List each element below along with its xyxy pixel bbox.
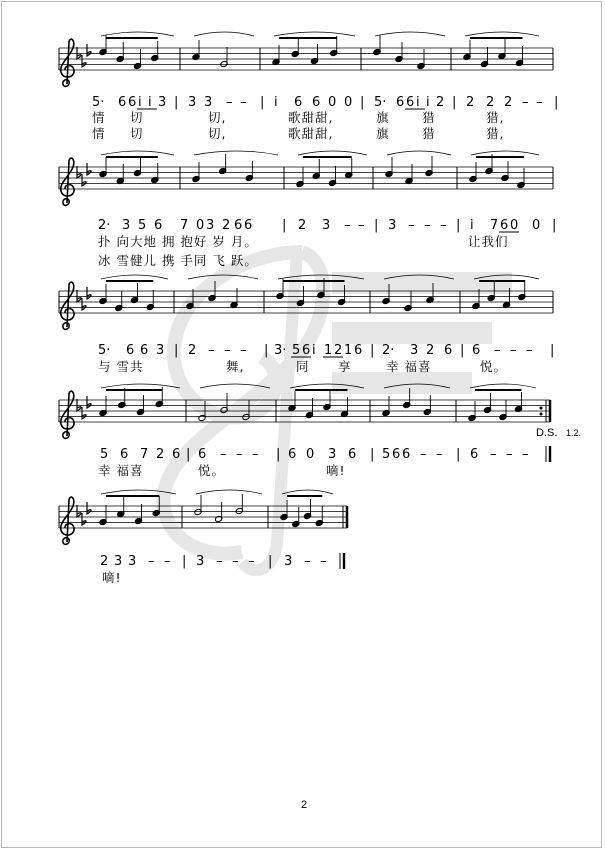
jianpu-barline: | xyxy=(360,95,365,110)
jianpu-note: 3 xyxy=(206,218,215,233)
jianpu-note: 3 xyxy=(388,218,397,233)
jianpu-note: 5· xyxy=(92,95,105,110)
jianpu-note: 0 xyxy=(344,95,353,110)
ds-marking: D.S. xyxy=(536,427,558,439)
jianpu-note: 6 xyxy=(126,343,135,358)
jianpu-note: i xyxy=(470,218,474,233)
jianpu-note: 6 xyxy=(406,95,415,110)
lyric-line xyxy=(98,234,509,249)
flat-sign xyxy=(77,290,81,302)
jianpu-note: – xyxy=(536,95,543,110)
slur xyxy=(470,384,536,388)
jianpu-barline: | xyxy=(370,447,375,462)
jianpu-note: – xyxy=(436,447,443,462)
jianpu-line xyxy=(98,343,554,358)
jianpu-barline: | xyxy=(370,343,375,358)
jianpu-note: 6 xyxy=(348,447,357,462)
jianpu-barline: | xyxy=(174,343,179,358)
jianpu-note: 2 xyxy=(426,343,435,358)
lyric-text: 舞, xyxy=(226,359,245,374)
flat-sign xyxy=(82,55,86,67)
slur xyxy=(101,32,174,36)
flat-sign xyxy=(82,174,86,186)
jianpu-note: 6 xyxy=(396,95,405,110)
jianpu-note: 2 xyxy=(156,447,165,462)
jianpu-note: 3 xyxy=(158,95,167,110)
treble-clef xyxy=(61,282,74,329)
jianpu-note: 0 xyxy=(510,218,519,233)
slur xyxy=(101,275,168,279)
jianpu-note: – xyxy=(164,554,171,569)
lyric-line xyxy=(98,253,258,268)
flat-sign xyxy=(87,502,91,514)
jianpu-note: 7 xyxy=(140,447,149,462)
jianpu-note: 3 xyxy=(410,343,419,358)
lyric-text: 猎 xyxy=(422,126,436,141)
jianpu-note: – xyxy=(344,218,351,233)
jianpu-note: 6 xyxy=(444,343,453,358)
jianpu-note: 2 xyxy=(100,554,109,569)
jianpu-note: 1 xyxy=(344,343,353,358)
jianpu-note: 6 xyxy=(294,95,303,110)
flat-sign xyxy=(87,163,91,175)
jianpu-note: 0 xyxy=(306,447,315,462)
treble-clef xyxy=(61,158,74,205)
lyric-line xyxy=(92,110,504,125)
jianpu-note: – xyxy=(522,447,529,462)
lyric-text: 嘀! xyxy=(102,570,122,585)
jianpu-note: – xyxy=(220,447,227,462)
jianpu-note: 6 xyxy=(470,447,479,462)
jianpu-note: – xyxy=(490,447,497,462)
jianpu-barline: | xyxy=(260,95,265,110)
lyric-text: 切 xyxy=(130,126,144,141)
score-page xyxy=(1,1,602,848)
jianpu-barline: | xyxy=(554,95,559,110)
jianpu-note: 6 xyxy=(402,447,411,462)
jianpu-note: 6 xyxy=(234,218,243,233)
jianpu-note: – xyxy=(240,95,247,110)
slur xyxy=(465,32,539,36)
jianpu-note: 7 xyxy=(180,218,189,233)
lyric-line xyxy=(92,126,504,141)
jianpu-note: 5 xyxy=(138,218,147,233)
jianpu-barline: | xyxy=(550,343,555,358)
jianpu-note: 0 xyxy=(532,218,541,233)
music-score xyxy=(2,2,605,853)
jianpu-note: 3 xyxy=(128,554,137,569)
lyric-text: 歌甜甜, xyxy=(288,110,334,125)
jianpu-note: 6 xyxy=(154,218,163,233)
staff-system xyxy=(59,490,347,544)
lyric-text: 悦。 xyxy=(480,359,508,374)
jianpu-note: 2 xyxy=(222,218,231,233)
jianpu-note: 6 xyxy=(392,447,401,462)
lyric-text: 旗 xyxy=(376,126,390,141)
jianpu-note: i xyxy=(148,95,152,110)
lyric-text: 嘀! xyxy=(326,463,346,478)
slur xyxy=(282,490,333,494)
jianpu-note: 2 xyxy=(298,218,307,233)
jianpu-note: – xyxy=(420,447,427,462)
watermark-bar xyxy=(332,322,492,344)
lyric-text: 旗 xyxy=(376,110,390,125)
jianpu-note: 3· xyxy=(274,343,287,358)
flat-sign xyxy=(82,407,86,419)
lyric-text: 冰 雪健儿 携 手同 飞 跃。 xyxy=(98,253,258,268)
jianpu-note: 6 xyxy=(140,343,149,358)
jianpu-note: – xyxy=(494,343,501,358)
slur xyxy=(194,151,278,155)
jianpu-line xyxy=(98,218,556,233)
jianpu-barline: | xyxy=(174,95,179,110)
jianpu-note: 2 xyxy=(486,95,495,110)
jianpu-note: 3 xyxy=(114,554,123,569)
jianpu-note: 3 xyxy=(204,95,213,110)
jianpu-note: – xyxy=(408,218,415,233)
jianpu-note: 1 xyxy=(324,343,333,358)
jianpu-barline: | xyxy=(460,343,465,358)
jianpu-note: – xyxy=(440,218,447,233)
jianpu-note: 3 xyxy=(122,218,131,233)
jianpu-note: – xyxy=(506,447,513,462)
repeat-dot xyxy=(540,407,543,410)
flat-sign xyxy=(82,298,86,310)
jianpu-note: 3 xyxy=(284,554,293,569)
jianpu-note: i xyxy=(274,95,278,110)
treble-clef xyxy=(61,497,74,544)
jianpu-line xyxy=(92,95,558,110)
jianpu-note: 0 xyxy=(328,95,337,110)
jianpu-note: 6 xyxy=(244,218,253,233)
jianpu-note: 3 xyxy=(188,95,197,110)
lyric-text: 猎, xyxy=(486,126,505,141)
flat-sign xyxy=(77,166,81,178)
jianpu-note: i xyxy=(416,95,420,110)
jianpu-line xyxy=(100,446,550,462)
jianpu-note: 2 xyxy=(188,343,197,358)
lyric-line xyxy=(98,359,507,374)
jianpu-note: i xyxy=(426,95,430,110)
lyric-text: 扑 向大地 拥 抱好 岁 月。 xyxy=(98,234,258,249)
jianpu-note: i xyxy=(312,343,316,358)
jianpu-barline: | xyxy=(452,95,457,110)
jianpu-note: 5· xyxy=(98,343,111,358)
jianpu-note: 5 xyxy=(100,447,109,462)
lyric-text: 享 xyxy=(338,359,352,374)
jianpu-barline: | xyxy=(456,218,461,233)
slur xyxy=(471,151,539,155)
flat-sign xyxy=(77,399,81,411)
jianpu-note: 2 xyxy=(504,95,513,110)
ds-endings: 1.2. xyxy=(566,428,582,438)
jianpu-note: 6 xyxy=(128,95,137,110)
jianpu-note: – xyxy=(248,554,255,569)
jianpu-note: – xyxy=(522,95,529,110)
jianpu-note: 2 xyxy=(436,95,445,110)
flat-sign xyxy=(87,44,91,56)
lyric-text: 切 xyxy=(130,110,144,125)
slur xyxy=(298,151,367,155)
jianpu-note: 7 xyxy=(490,218,499,233)
lyric-text: 幸 福喜 xyxy=(386,359,432,374)
jianpu-barline: | xyxy=(186,447,191,462)
jianpu-note: i xyxy=(138,95,142,110)
watermark-bar xyxy=(332,372,472,394)
jianpu-barline: | xyxy=(276,447,281,462)
jianpu-note: – xyxy=(304,554,311,569)
jianpu-note: 6 xyxy=(354,343,363,358)
jianpu-note: 2· xyxy=(98,218,111,233)
jianpu-barline: | xyxy=(264,343,269,358)
jianpu-barline: | xyxy=(268,554,273,569)
jianpu-note: 0 xyxy=(196,218,205,233)
treble-clef xyxy=(61,39,74,86)
jianpu-note: – xyxy=(252,447,259,462)
jianpu-note: 2· xyxy=(382,343,395,358)
jianpu-note: 6 xyxy=(302,343,311,358)
jianpu-note: 2 xyxy=(334,343,343,358)
jianpu-note: – xyxy=(320,554,327,569)
jianpu-note: 3 xyxy=(322,218,331,233)
lyric-text: 情 xyxy=(92,126,106,141)
jianpu-note: 6 xyxy=(312,95,321,110)
slur xyxy=(387,151,451,155)
treble-clef xyxy=(61,391,74,438)
jianpu-note: – xyxy=(424,218,431,233)
slur xyxy=(101,151,174,155)
lyric-text: 悦。 xyxy=(198,463,226,478)
jianpu-note: – xyxy=(236,447,243,462)
jianpu-note: 3 xyxy=(156,343,165,358)
jianpu-note: 5 xyxy=(382,447,391,462)
jianpu-note: 6 xyxy=(198,447,207,462)
slur xyxy=(194,32,254,36)
staff-system xyxy=(59,151,553,205)
jianpu-note: – xyxy=(526,343,533,358)
lyric-text: 情 xyxy=(92,110,106,125)
jianpu-note: 5 xyxy=(292,343,301,358)
jianpu-note: 6 xyxy=(172,447,181,462)
jianpu-note: – xyxy=(232,554,239,569)
jianpu-note: 2 xyxy=(466,95,475,110)
flat-sign xyxy=(87,287,91,299)
lyric-text: 切, xyxy=(208,110,227,125)
jianpu-barline: | xyxy=(552,218,557,233)
jianpu-note: – xyxy=(148,554,155,569)
jianpu-barline: | xyxy=(182,554,187,569)
jianpu-note: – xyxy=(224,343,231,358)
jianpu-barline: | xyxy=(456,447,461,462)
lyric-line xyxy=(102,570,122,585)
repeat-dot xyxy=(540,413,543,416)
jianpu-note: 6 xyxy=(288,447,297,462)
jianpu-barline: | xyxy=(374,218,379,233)
slur xyxy=(101,384,180,388)
flat-sign xyxy=(77,505,81,517)
staff-system xyxy=(59,32,553,86)
lyric-text: 让我们 xyxy=(468,234,509,249)
lyric-text: 切, xyxy=(208,126,227,141)
jianpu-note: – xyxy=(510,343,517,358)
lyric-text: 猎, xyxy=(486,110,505,125)
jianpu-note: – xyxy=(226,95,233,110)
flat-sign xyxy=(87,396,91,408)
jianpu-note: 5· xyxy=(374,95,387,110)
slur xyxy=(196,490,262,494)
flat-sign xyxy=(82,513,86,525)
jianpu-note: 3 xyxy=(196,554,205,569)
lyric-line xyxy=(98,463,346,478)
jianpu-note: 6 xyxy=(118,95,127,110)
slur xyxy=(274,32,355,36)
jianpu-note: – xyxy=(240,343,247,358)
jianpu-note: – xyxy=(216,554,223,569)
lyric-text: 同 xyxy=(296,359,310,374)
jianpu-note: 3 xyxy=(328,447,337,462)
staff-system xyxy=(59,384,550,438)
jianpu-note: – xyxy=(358,218,365,233)
page-number: 2 xyxy=(301,799,308,811)
lyric-text: 幸 福喜 xyxy=(98,463,144,478)
flat-sign xyxy=(77,47,81,59)
jianpu-note: 6 xyxy=(500,218,509,233)
lyric-text: 猎 xyxy=(422,110,436,125)
jianpu-line xyxy=(100,553,344,569)
lyric-text: 与 雪共 xyxy=(98,359,144,374)
jianpu-barline: | xyxy=(282,218,287,233)
jianpu-note: 6 xyxy=(472,343,481,358)
lyric-text: 歌甜甜, xyxy=(288,126,334,141)
jianpu-note: 6 xyxy=(120,447,129,462)
jianpu-note: – xyxy=(208,343,215,358)
slur xyxy=(375,32,445,36)
